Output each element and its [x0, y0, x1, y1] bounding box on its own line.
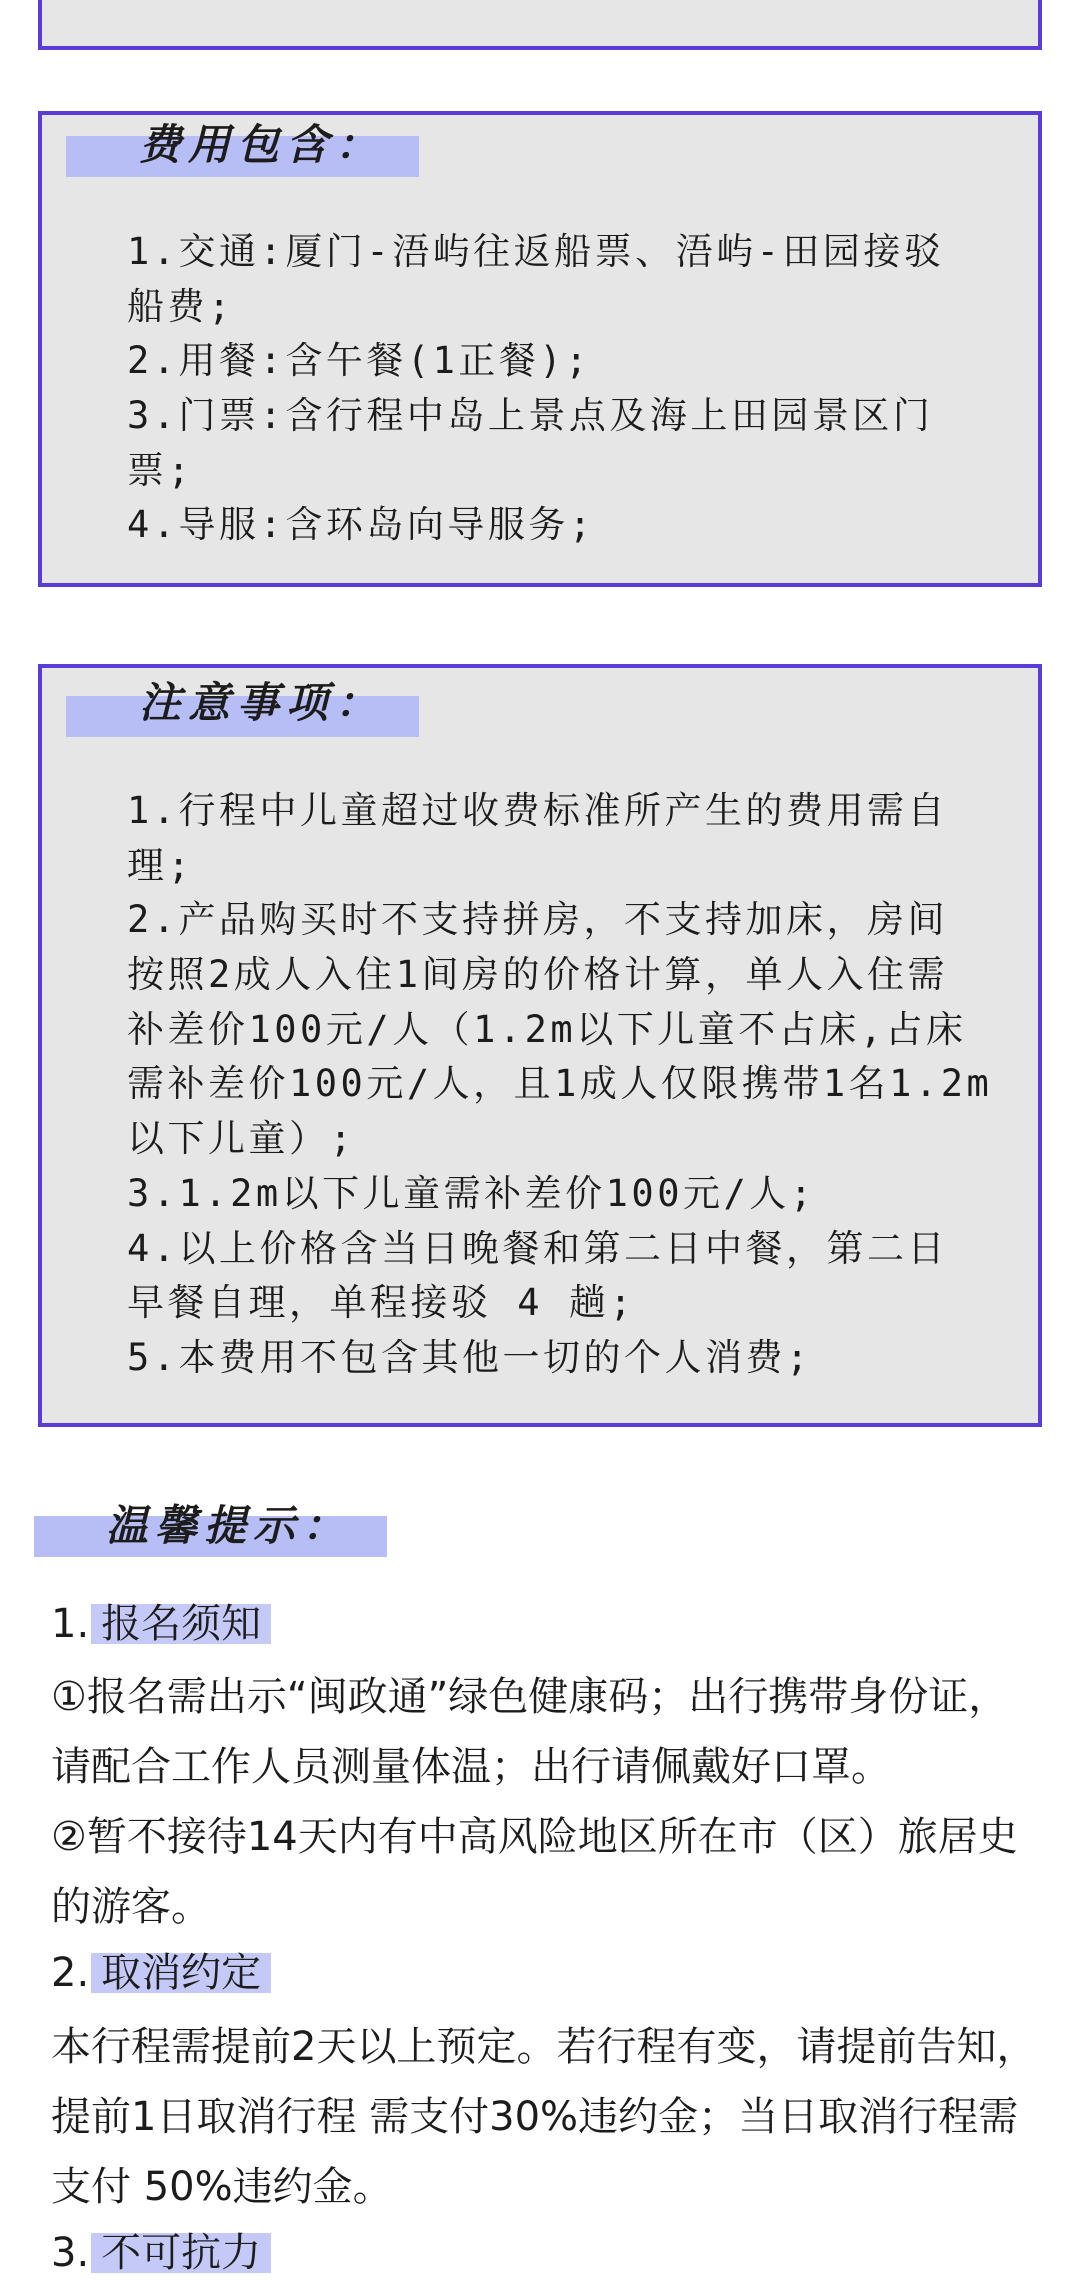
list-line: 5.本费用不包含其他一切的个人消费; — [127, 1335, 812, 1379]
list-line: 需补差价100元/人，且1成人仅限携带1名1.2m — [127, 1062, 993, 1106]
tip-line: 支付 50%违约金。 — [51, 2163, 393, 2210]
fee-included-list — [127, 225, 944, 553]
list-item — [127, 498, 944, 553]
list-item — [127, 893, 992, 1166]
tips-title: 温馨提示： — [106, 1501, 352, 1550]
tip-heading-row — [51, 2218, 1071, 2288]
tip-paragraph — [51, 1659, 1071, 1799]
notes-box — [38, 664, 1042, 1427]
tip-heading-row — [51, 1589, 1071, 1659]
tip-line: 本行程需提前2天以上预定。若行程有变，请提前告知， — [51, 2023, 1037, 2070]
fee-included-title: 费用包含： — [139, 120, 385, 169]
list-item — [127, 225, 944, 334]
list-line: 按照2成人入住1间房的价格计算，单人入住需 — [127, 953, 949, 997]
tip-heading: 取消约定 — [91, 1953, 271, 1993]
tip-heading: 不可抗力 — [91, 2233, 271, 2273]
list-line: 2.用餐:含午餐(1正餐); — [127, 339, 591, 383]
tip-line: ①报名需出示“闽政通”绿色健康码；出行携带身份证， — [51, 1674, 1009, 1721]
tip-number: 1. — [51, 1600, 90, 1647]
list-item — [127, 1167, 992, 1222]
list-line: 船费; — [127, 284, 234, 328]
tip-paragraph — [51, 2008, 1071, 2218]
list-item — [127, 334, 944, 389]
tip-line: 请配合工作人员测量体温；出行请佩戴好口罩。 — [51, 1744, 891, 1791]
tip-line: ②暂不接待14天内有中高风险地区所在市（区）旅居史 — [51, 1814, 1018, 1861]
tips-body — [51, 1589, 1071, 2288]
list-line: 4.以上价格含当日晚餐和第二日中餐，第二日 — [127, 1226, 949, 1270]
tip-section-cancellation — [51, 1938, 1071, 2218]
list-line: 补差价100元/人（1.2m以下儿童不占床,占床 — [127, 1007, 967, 1051]
tip-section-force-majeure — [51, 2218, 1071, 2288]
list-item — [127, 1222, 992, 1331]
tip-paragraph — [51, 1799, 1071, 1939]
list-line: 1.行程中儿童超过收费标准所产生的费用需自 — [127, 789, 949, 832]
fee-included-box — [38, 111, 1042, 587]
tip-heading-row — [51, 1938, 1071, 2008]
tip-number: 3. — [51, 2229, 90, 2276]
list-line: 票; — [127, 448, 194, 492]
tip-number: 2. — [51, 1950, 90, 1997]
list-line: 3.门票:含行程中岛上景点及海上田园景区门 — [127, 394, 934, 438]
tip-section-registration — [51, 1589, 1071, 1938]
list-line: 理; — [127, 843, 194, 887]
list-line: 2.产品购买时不支持拼房，不支持加床，房间 — [127, 898, 949, 942]
list-item — [127, 784, 992, 893]
list-line: 早餐自理，单程接驳 4 趟; — [127, 1281, 636, 1325]
list-item — [127, 389, 944, 498]
list-line: 1.交通:厦门-浯屿往返船票、浯屿-田园接驳 — [127, 230, 945, 273]
tip-line: 提前1日取消行程 需支付30%违约金；当日取消行程需 — [51, 2093, 1019, 2140]
tip-line: 的游客。 — [51, 1884, 211, 1930]
previous-info-box — [38, 0, 1042, 50]
notes-list — [127, 784, 992, 1386]
list-item — [127, 1331, 992, 1386]
list-line: 4.导服:含环岛向导服务; — [127, 503, 595, 547]
tip-heading: 报名须知 — [91, 1604, 271, 1644]
list-line: 3.1.2m以下儿童需补差价100元/人; — [127, 1171, 816, 1215]
notes-title: 注意事项： — [139, 678, 385, 727]
list-line: 以下儿童）; — [127, 1117, 356, 1161]
